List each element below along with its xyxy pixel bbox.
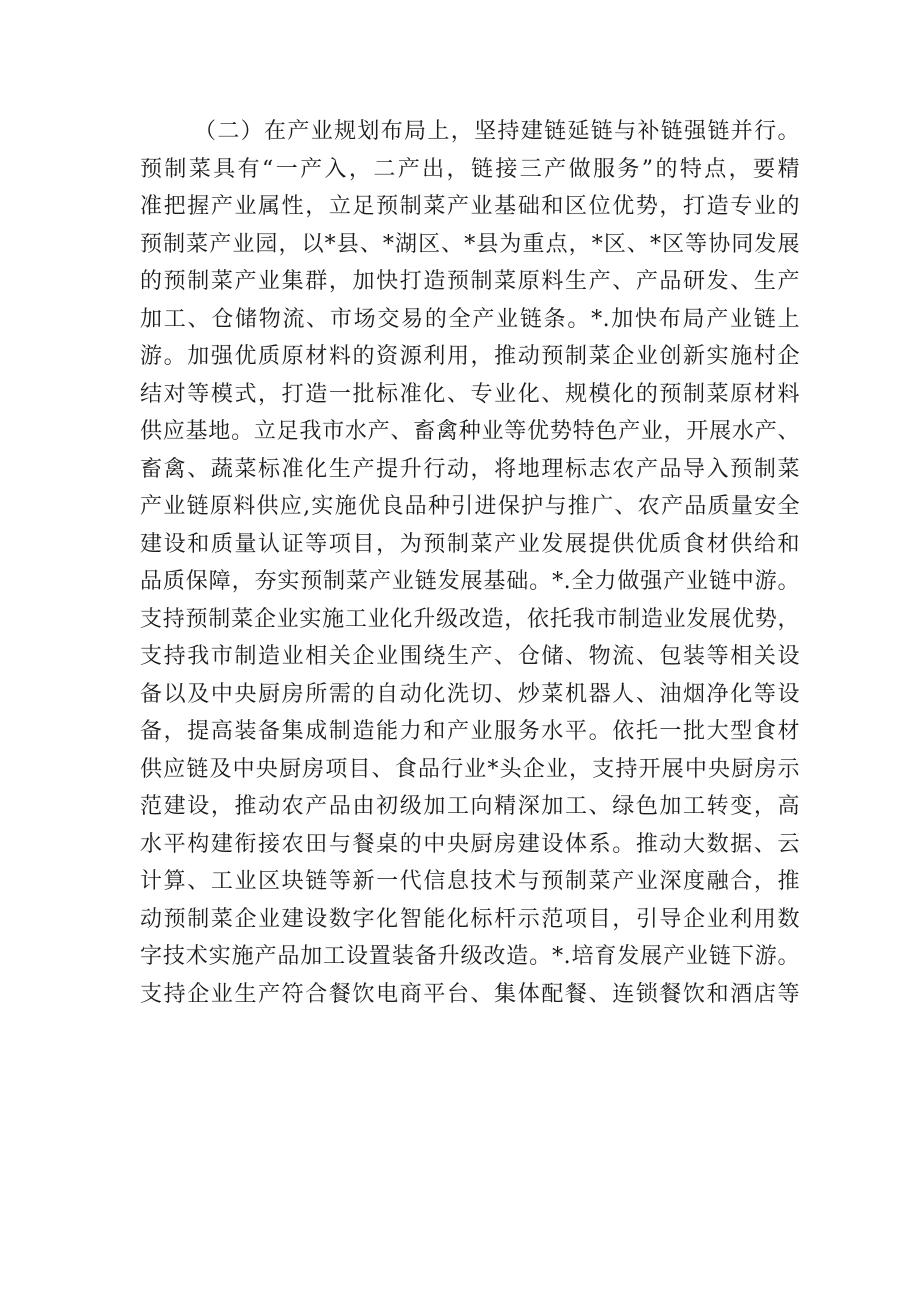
paragraph-line: 计算、工业区块链等新一代信息技术与预制菜产业深度融合，推 xyxy=(140,869,800,894)
paragraph-line: 备以及中央厨房所需的自动化洗切、炒菜机器人、油烟净化等设 xyxy=(140,681,800,707)
paragraph-line: 预制菜产业园，以*县、*湖区、*县为重点，*区、*区等协同发展 xyxy=(140,231,800,257)
paragraph-line: 支持企业生产符合餐饮电商平台、集体配餐、连锁餐饮和酒店等 xyxy=(140,981,800,1007)
paragraph-line: 范建设，推动农产品由初级加工向精深加工、绿色加工转变，高 xyxy=(140,794,800,819)
paragraph-line: 准把握产业属性，立足预制菜产业基础和区位优势，打造专业的 xyxy=(140,194,800,219)
paragraph-line: 建设和质量认证等项目，为预制菜产业发展提供优质食材供给和 xyxy=(140,531,800,557)
paragraph-line: 水平构建衔接农田与餐桌的中央厨房建设体系。推动大数据、云 xyxy=(140,831,800,857)
paragraph-line: （二）在产业规划布局上，坚持建链延链与补链强链并行。 xyxy=(194,119,800,144)
paragraph-line: 加工、仓储物流、市场交易的全产业链条。*.加快布局产业链上 xyxy=(140,306,800,332)
paragraph-line: 备，提高装备集成制造能力和产业服务水平。依托一批大型食材 xyxy=(140,719,800,744)
paragraph-line: 支持预制菜企业实施工业化升级改造，依托我市制造业发展优势， xyxy=(140,606,800,632)
paragraph-line: 支持我市制造业相关企业围绕生产、仓储、物流、包装等相关设 xyxy=(140,644,800,669)
paragraph-line: 游。加强优质原材料的资源利用，推动预制菜企业创新实施村企 xyxy=(140,344,800,369)
paragraph-line: 供应链及中央厨房项目、食品行业*头企业，支持开展中央厨房示 xyxy=(140,756,800,782)
paragraph-line: 动预制菜企业建设数字化智能化标杆示范项目，引导企业利用数 xyxy=(140,906,800,932)
paragraph-line: 结对等模式，打造一批标准化、专业化、规模化的预制菜原材料 xyxy=(140,381,800,407)
body-paragraph xyxy=(140,113,800,1013)
paragraph-line: 的预制菜产业集群，加快打造预制菜原料生产、产品研发、生产 xyxy=(140,269,800,294)
paragraph-line: 产业链原料供应,实施优良品种引进保护与推广、农产品质量安全 xyxy=(140,494,800,519)
paragraph-line: 畜禽、蔬菜标准化生产提升行动，将地理标志农产品导入预制菜 xyxy=(140,456,800,482)
paragraph-line: 字技术实施产品加工设置装备升级改造。*.培育发展产业链下游。 xyxy=(140,944,800,969)
paragraph-line: 品质保障，夯实预制菜产业链发展基础。*.全力做强产业链中游。 xyxy=(140,569,800,594)
paragraph-line: 供应基地。立足我市水产、畜禽种业等优势特色产业，开展水产、 xyxy=(140,419,800,444)
paragraph-line: 预制菜具有“一产入，二产出，链接三产做服务”的特点，要精 xyxy=(140,156,800,182)
